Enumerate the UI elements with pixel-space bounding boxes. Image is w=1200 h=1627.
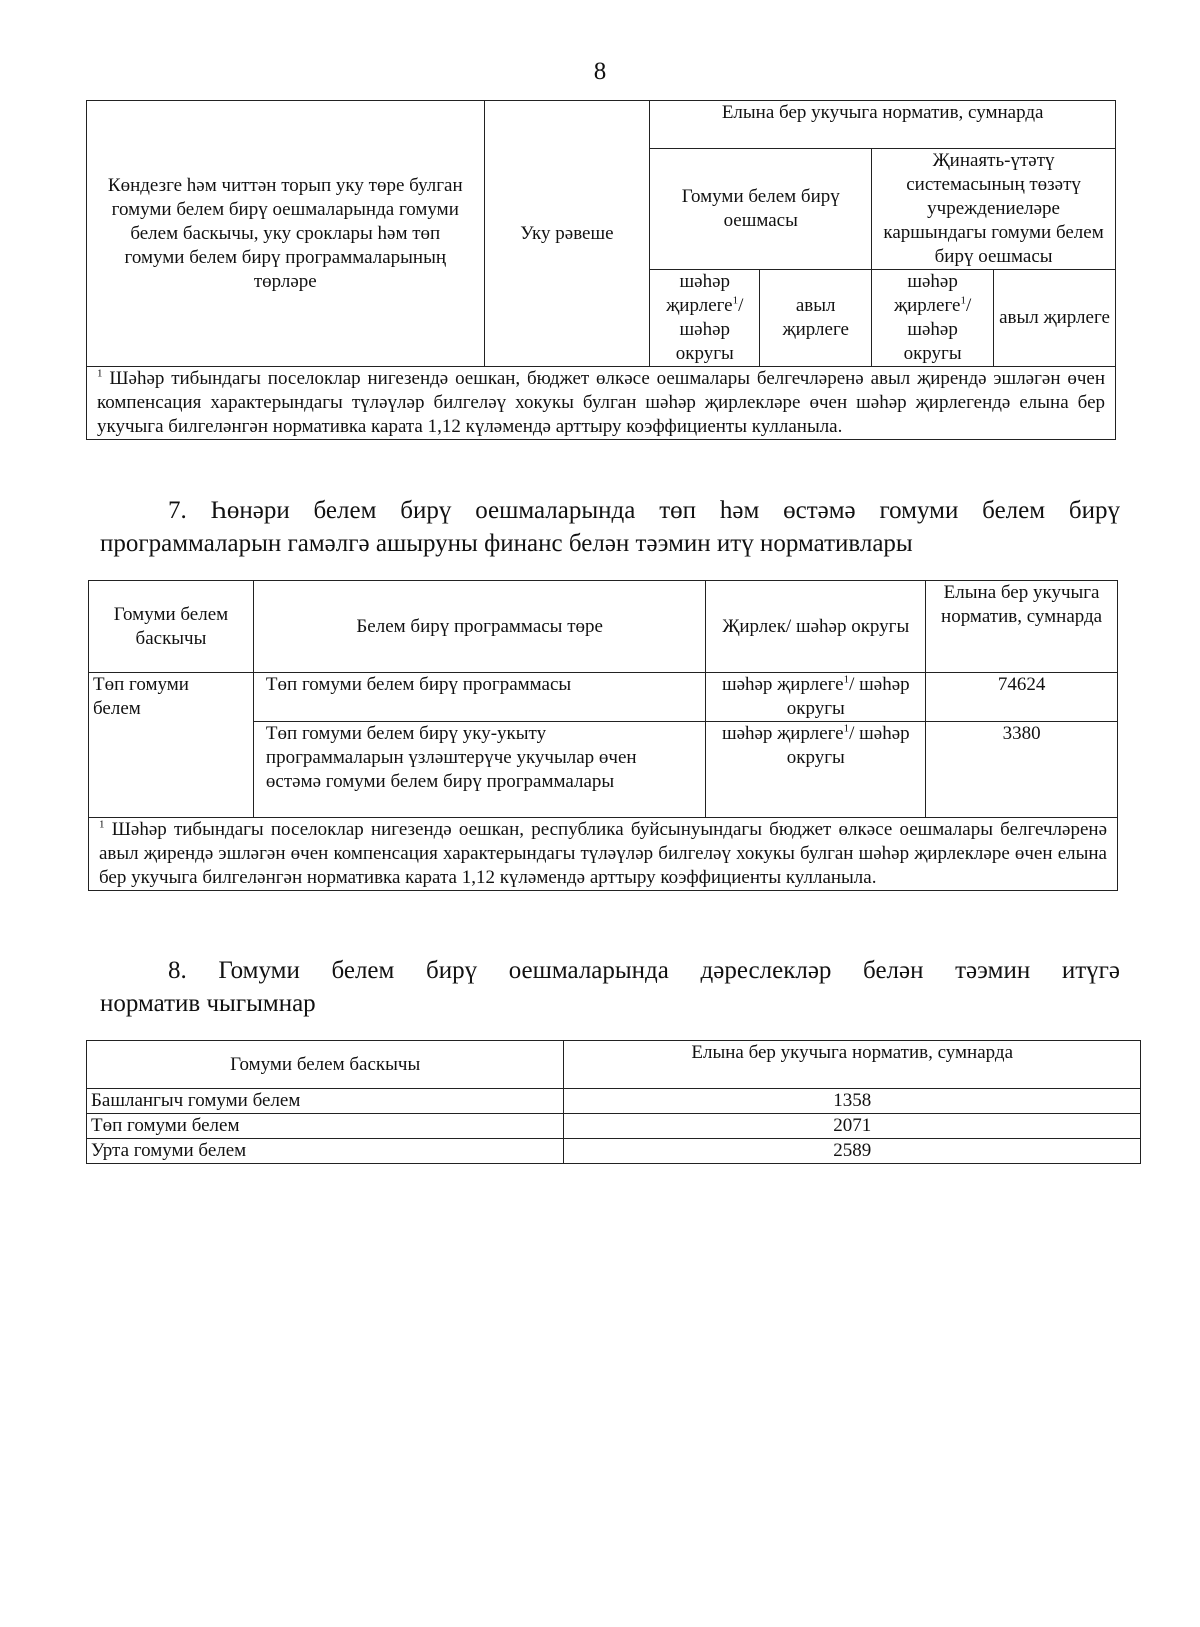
- sub-rural-2: [994, 270, 1116, 367]
- t3-header-norm-text: Елына бер укучыга норматив, сумнарда: [691, 1042, 1014, 1063]
- t3-norm-value: 1358: [833, 1090, 872, 1111]
- t2-header-program: [253, 581, 706, 673]
- header-norm: [650, 101, 1116, 149]
- t2-norm-value: 3380: [1002, 723, 1041, 744]
- t3-level-text: Башлангыч гомуми белем: [91, 1090, 301, 1111]
- table-row: [87, 1114, 1141, 1139]
- sub-rural2-text: авыл җирлеге: [999, 307, 1110, 328]
- sub-urban2-b: / шәһәр округы: [903, 295, 972, 364]
- table-general-education-norms: [86, 100, 1116, 440]
- section8-heading: [100, 954, 1120, 1020]
- footnote-mark: 1: [843, 722, 850, 735]
- t2-header-locality: [706, 581, 926, 673]
- t2-header-norm: [926, 581, 1118, 673]
- sub-urban-a: шәһәр җирлеге: [666, 271, 733, 316]
- t3-norm: [564, 1114, 1141, 1139]
- sub-urban-b: / шәһәр округы: [675, 295, 744, 364]
- sub-urban: [650, 270, 760, 367]
- t2-header-norm-text: Елына бер укучыга норматив, сумнарда: [941, 582, 1103, 627]
- t3-level: [87, 1089, 564, 1114]
- t3-norm-value: 2071: [833, 1115, 872, 1136]
- section8-heading-line2: норматив чыгымнар: [100, 990, 316, 1017]
- t2-program-text: Төп гомуми белем бирү уку-укыту программаларын үзләштерүче укучылар өчен өстәмә гомуми белем бирү программалары: [265, 723, 637, 792]
- t2-header-locality-text: Җирлек/ шәһәр округы: [722, 615, 910, 637]
- footnote-mark: 1: [99, 818, 105, 831]
- footnote-mark: 1: [960, 294, 966, 307]
- t3-level-text: Урта гомуми белем: [91, 1140, 247, 1161]
- header-penal-org-text: Җинаять-үтәтү системасының төзәтү учреждениеләре каршындагы гомуми белем бирү оешмасы: [883, 150, 1104, 267]
- table-row: [87, 1089, 1141, 1114]
- t2-level-text: Төп гомуми белем: [93, 674, 189, 719]
- header-level-and-programs-text: Көндезге һәм читтән торып уку төре булган гомуми белем бирү оешмаларында гомуми белем баскычы, уку сроклары һәм төп гомуми белем бирү программаларының төрләре: [107, 174, 463, 292]
- header-general-org-text: Гомуми белем бирү оешмасы: [681, 186, 840, 231]
- table-vocational-norms: [88, 580, 1118, 891]
- section7-heading-line1: 7. Һөнәри белем бирү оешмаларында төп һәм өстәмә гомуми белем бирү: [168, 497, 1120, 524]
- page-number: 8: [593, 58, 607, 85]
- t2-locality: [706, 673, 926, 722]
- t2-program-text: Төп гомуми белем бирү программасы: [265, 674, 572, 695]
- t2-locality-b: / шәһәр округы: [786, 723, 910, 768]
- table-textbook-norms: [86, 1040, 1141, 1164]
- header-level-and-programs: [87, 101, 485, 367]
- t3-header-level-text: Гомуми белем баскычы: [230, 1053, 421, 1075]
- t2-locality-a: шәһәр җирлеге: [721, 723, 844, 744]
- header-study-form: [484, 101, 650, 367]
- t2-norm-value: 74624: [997, 674, 1046, 695]
- t3-header-norm: [564, 1041, 1141, 1089]
- t2-norm: [926, 673, 1118, 722]
- t2-locality-b: / шәһәр округы: [786, 674, 910, 719]
- header-norm-text: Елына бер укучыга норматив, сумнарда: [721, 102, 1044, 123]
- table-row: [87, 1139, 1141, 1164]
- header-penal-org: [872, 149, 1116, 270]
- t2-norm: [926, 722, 1118, 818]
- sub-rural-text: авыл җирлеге: [782, 295, 849, 340]
- header-study-form-text: Уку рәвеше: [520, 222, 614, 244]
- sub-rural: [760, 270, 872, 367]
- header-general-org: [650, 149, 872, 270]
- t2-header-program-text: Белем бирү программасы төре: [356, 615, 603, 637]
- table2-footnote: [89, 818, 1118, 891]
- section7-heading: [100, 494, 1120, 560]
- table2-footnote-text: Шәһәр тибындагы поселоклар нигезендә оешкан, республика буйсынуындагы бюджет өлкәсе оешмалары белгечләренә авыл җирендә эшләгән өчен компенсация характерындагы түләүләр билгеләү хокукы булган шәһәр җирлекләре өчен елына бер укучыга билгеләнгән нормативка карата 1,12 күләмендә арттыру коэффициенты кулланыла.: [99, 819, 1108, 888]
- footnote-mark: 1: [732, 294, 739, 307]
- sub-urban2-a: шәһәр җирлеге: [894, 271, 961, 316]
- t3-level: [87, 1139, 564, 1164]
- t2-header-level-text: Гомуми белем баскычы: [113, 603, 229, 649]
- table1-footnote-text: Шәһәр тибындагы поселоклар нигезендә оешкан, бюджет өлкәсе оешмалары белгечләренә авыл җирендә эшләгән өчен компенсация характерындагы түләүләр билгеләү хокукы булган шәһәр җирлекләре өчен шәһәр җирлегендә елына бер укучыга билгеләнгән нормативка карата 1,12 күләмендә арттыру коэффициенты кулланыла.: [97, 368, 1105, 437]
- t3-header-level: [87, 1041, 564, 1089]
- t3-norm: [564, 1139, 1141, 1164]
- footnote-mark: 1: [97, 367, 103, 380]
- section7-heading-line2: программаларын гамәлгә ашыруны финанс белән тәэмин итү нормативлары: [100, 530, 913, 557]
- section8-heading-line1: 8. Гомуми белем бирү оешмаларында дәреслекләр белән тәэмин итүгә: [168, 957, 1120, 984]
- t2-program: [253, 722, 706, 818]
- t2-level: [89, 673, 254, 818]
- t3-norm: [564, 1089, 1141, 1114]
- t2-locality-a: шәһәр җирлеге: [721, 674, 844, 695]
- table1-footnote: [87, 367, 1116, 440]
- t3-level-text: Төп гомуми белем: [91, 1115, 240, 1136]
- t2-header-level: [89, 581, 254, 673]
- table-row: [89, 673, 1118, 722]
- sub-urban-2: [872, 270, 994, 367]
- t2-program: [253, 673, 706, 722]
- footnote-mark: 1: [843, 673, 850, 686]
- t3-norm-value: 2589: [833, 1140, 872, 1161]
- t3-level: [87, 1114, 564, 1139]
- t2-locality: [706, 722, 926, 818]
